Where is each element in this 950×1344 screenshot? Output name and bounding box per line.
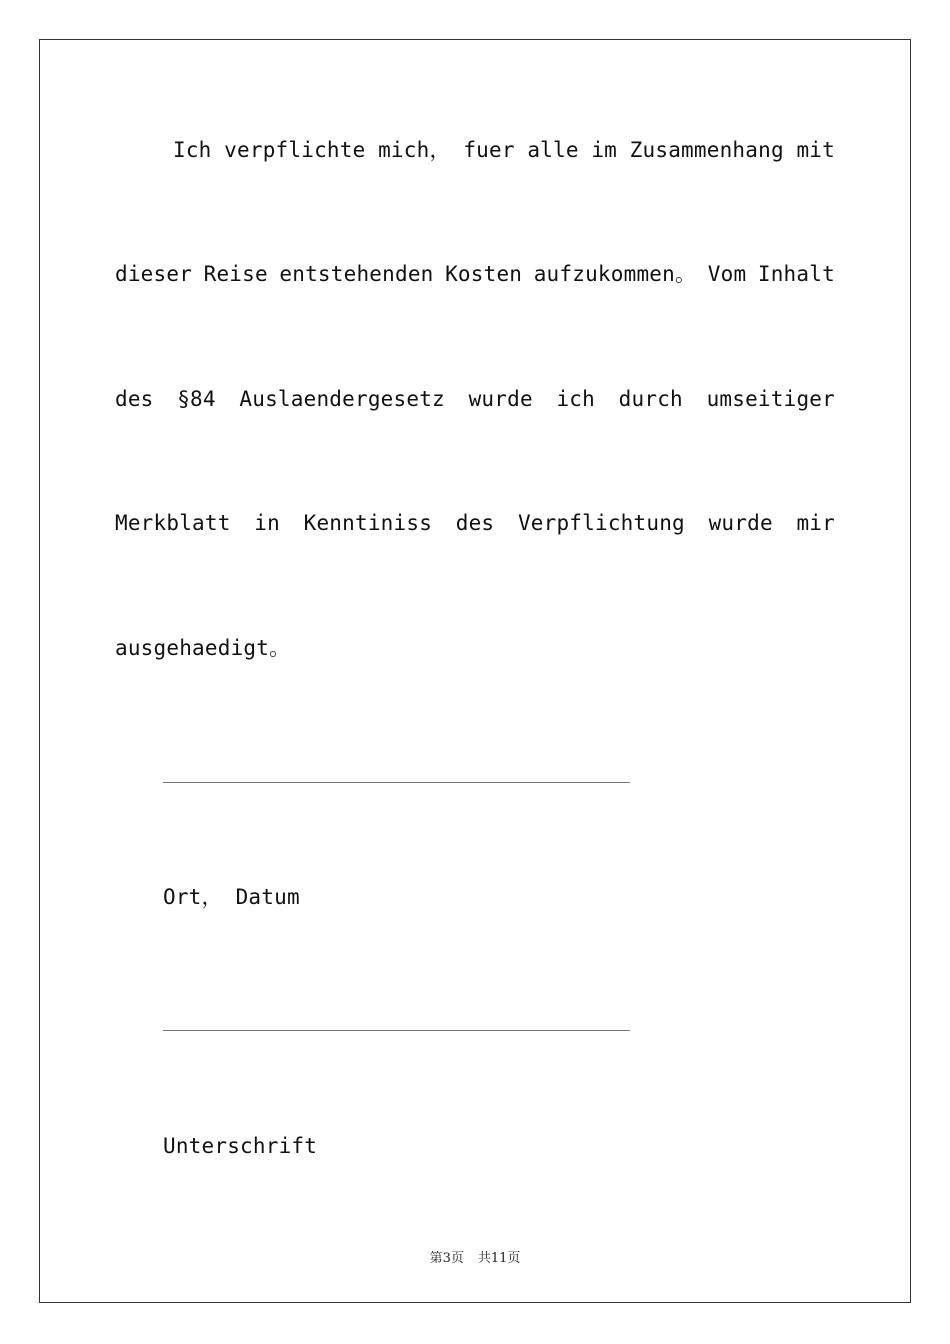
paragraph-line-2 (115, 261, 835, 287)
word: Kenntiniss (303, 511, 433, 535)
word: alle (527, 138, 579, 162)
paragraph-line-1 (173, 137, 835, 163)
page-current: 第3页 (429, 1251, 464, 1266)
word: Verpflichtung (517, 511, 685, 535)
word: Ich (173, 138, 212, 162)
place-date-label: Ort， Datum (163, 885, 300, 909)
word: mir (796, 511, 835, 535)
word: des (115, 387, 154, 411)
word: Kosten (445, 262, 523, 286)
word: Merkblatt (115, 511, 231, 535)
word: in (254, 511, 280, 535)
word: Reise (203, 262, 268, 286)
word: aufzukommen。 (533, 262, 697, 286)
word: Vom (707, 262, 747, 286)
signature-label: Unterschrift (163, 1134, 318, 1158)
word: des (455, 511, 495, 535)
place-date-line (163, 782, 630, 783)
signature-line (163, 1030, 630, 1031)
word: ich (556, 387, 595, 411)
page-frame (39, 39, 911, 1303)
word: durch (618, 387, 683, 411)
paragraph-last-line: ausgehaedigt。 (115, 636, 291, 660)
word: verpflichte (224, 138, 366, 162)
word: dieser (115, 262, 193, 286)
word: Auslaendergesetz (239, 387, 445, 411)
word: §84 (177, 387, 216, 411)
paragraph-line-3 (115, 386, 835, 412)
word: wurde (708, 511, 773, 535)
word: umseitiger (706, 387, 835, 411)
word: mich， (378, 138, 451, 162)
word: wurde (468, 387, 533, 411)
word: Zusammenhang (629, 138, 784, 162)
word: fuer (463, 138, 515, 162)
word: im (591, 138, 618, 162)
word: mit (796, 138, 835, 162)
word: Inhalt (757, 262, 835, 286)
page-total: 共11页 (477, 1251, 521, 1266)
page-number-footer (0, 1247, 950, 1266)
paragraph-line-4 (115, 510, 835, 536)
word: entstehenden (279, 262, 434, 286)
